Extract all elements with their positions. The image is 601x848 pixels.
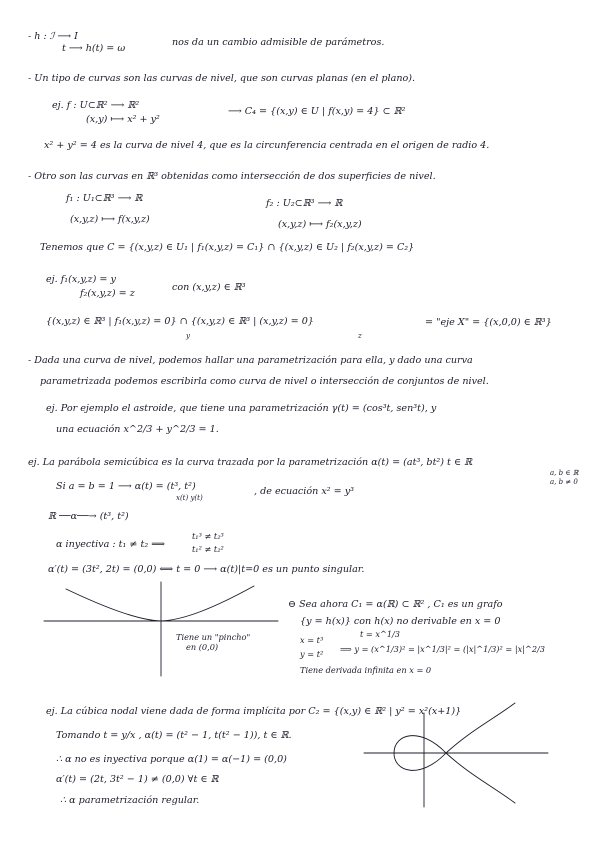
underscript-z: z [358, 332, 362, 340]
intersection-curves-intro: - Otro son las curvas en ℝ³ obtenidas como intersección de dos superficies de nivel. [28, 171, 436, 182]
graph-condition: {y = h(x)} con h(x) no derivable en x = 0 [300, 616, 501, 627]
cusp-label-2: en (0,0) [186, 642, 219, 652]
singular-point: α′(t) = (3t², 2t) = (0,0) ⟺ t = 0 ⟶ α(t)|t=0 es un punto singular. [48, 564, 365, 575]
graph-statement: ⊖ Sea ahora C₁ = α(ℝ) ⊂ ℝ² , C₁ es un grafo [288, 599, 503, 610]
nodal-param: Tomando t = y/x , α(t) = (t² − 1, t(t² − 1)), t ∈ ℝ. [56, 730, 292, 741]
curve-intersection-formula: Tenemos que C = {(x,y,z) ∈ U₁ | f₁(x,y,z) = C₁} ∩ {(x,y,z) ∈ U₂ | f₂(x,y,z) = C₂} [40, 242, 415, 253]
example-f2: f₂(x,y,z) = z [80, 288, 135, 299]
reparam-comment: nos da un cambio admisible de parámetros. [172, 37, 385, 48]
f1-map: (x,y,z) ⟼ f(x,y,z) [70, 214, 150, 225]
ab-real: a, b ∈ ℝ [550, 469, 579, 477]
x-axis-result: = "eje X" = {(x,0,0) ∈ ℝ³} [425, 317, 552, 328]
alpha-map: ℝ ──α──→ (t³, t²) [48, 511, 129, 522]
astroid-example: ej. Por ejemplo el astroide, que tiene una parametrización γ(t) = (cos³t, sen³t), y [46, 403, 437, 414]
nodal-cubic-intro: ej. La cúbica nodal viene dada de forma implícita por C₂ = {(x,y) ∈ ℝ² | y² = x²(x+1)} [46, 706, 462, 717]
injectivity-squares: t₁² ≠ t₂² [192, 544, 224, 554]
x-axis-intersection: {(x,y,z) ∈ ℝ³ | f₁(x,y,z) = 0} ∩ {(x,y,z) ∈ ℝ³ | (x,y,z) = 0} [46, 316, 314, 327]
f2-map: (x,y,z) ⟼ f₂(x,y,z) [278, 219, 362, 230]
circle-statement: x² + y² = 4 es la curva de nivel 4, que es la circunferencia centrada en el origen de radio 4. [44, 140, 490, 151]
level-set-c4: ⟶ C₄ = {(x,y) ∈ U | f(x,y) = 4} ⊂ ℝ² [228, 106, 406, 117]
y-param: y = t² [300, 649, 324, 659]
cusp-label-1: Tiene un "pincho" [176, 632, 251, 642]
cusp-left-branch [66, 589, 161, 621]
param-statement-2: parametrizada podemos escribirla como curva de nivel o intersección de conjuntos de nivel. [40, 376, 489, 387]
t-in-terms-of-x: t = x^1/3 [360, 629, 401, 639]
case-a-b-1: Si a = b = 1 ⟶ α(t) = (t³, t²) [56, 481, 196, 492]
ab-nonzero: a, b ≠ 0 [550, 478, 578, 486]
infinite-derivative: Tiene derivada infinita en x = 0 [300, 665, 432, 675]
regular-parametrization: ∴ α parametrización regular. [60, 795, 200, 806]
param-statement-1: - Dada una curva de nivel, podemos hallar una parametrización para ella, y dado una curva [28, 355, 473, 366]
example-f1: ej. f₁(x,y,z) = y [46, 274, 116, 285]
nodal-lower-branch [446, 753, 515, 803]
semicubical-parabola-intro: ej. La parábola semicúbica es la curva trazada por la parametrización α(t) = (at³, bt²) t ∈ ℝ [28, 457, 473, 468]
not-injective: ∴ α no es inyectiva porque α(1) = α(−1) = (0,0) [56, 754, 287, 765]
f1-def: f₁ : U₁⊂ℝ³ ⟶ ℝ [66, 193, 143, 204]
xt-yt-labels: x(t) y(t) [176, 494, 203, 502]
level-curves-intro: - Un tipo de curvas son las curvas de nivel, que son curvas planas (en el plano). [28, 73, 416, 84]
derivative-nonzero: α′(t) = (2t, 3t² − 1) ≠ (0,0) ∀t ∈ ℝ [56, 774, 219, 785]
injectivity-claim: α inyectiva : t₁ ≠ t₂ ⟹ [56, 539, 165, 550]
x-param: x = t³ [300, 635, 324, 645]
cusp-right-branch [161, 586, 254, 621]
f2-def: f₂ : U₂⊂ℝ³ ⟶ ℝ [266, 198, 343, 209]
reparam-map-line2: t ⟶ h(t) = ω [62, 43, 126, 54]
underscript-y: y [186, 332, 190, 340]
reparam-map-line1: - h : ℐ ⟶ I [28, 31, 78, 42]
y-in-terms-of-x: ⟹ y = (x^1/3)² = |x^1/3|² = (|x|^1/3)² = |x|^2/3 [340, 644, 546, 654]
astroid-equation: una ecuación x^2/3 + y^2/3 = 1. [56, 424, 219, 435]
semicubical-equation: , de ecuación x² = y³ [254, 486, 355, 497]
example-domain: con (x,y,z) ∈ ℝ³ [172, 282, 246, 293]
example-f-map: (x,y) ⟼ x² + y² [86, 114, 160, 125]
injectivity-cubes: t₁³ ≠ t₂³ [192, 531, 224, 541]
nodal-cubic-sketch [364, 703, 548, 807]
example-f-def: ej. f : U⊂ℝ² ⟶ ℝ² [52, 100, 140, 111]
